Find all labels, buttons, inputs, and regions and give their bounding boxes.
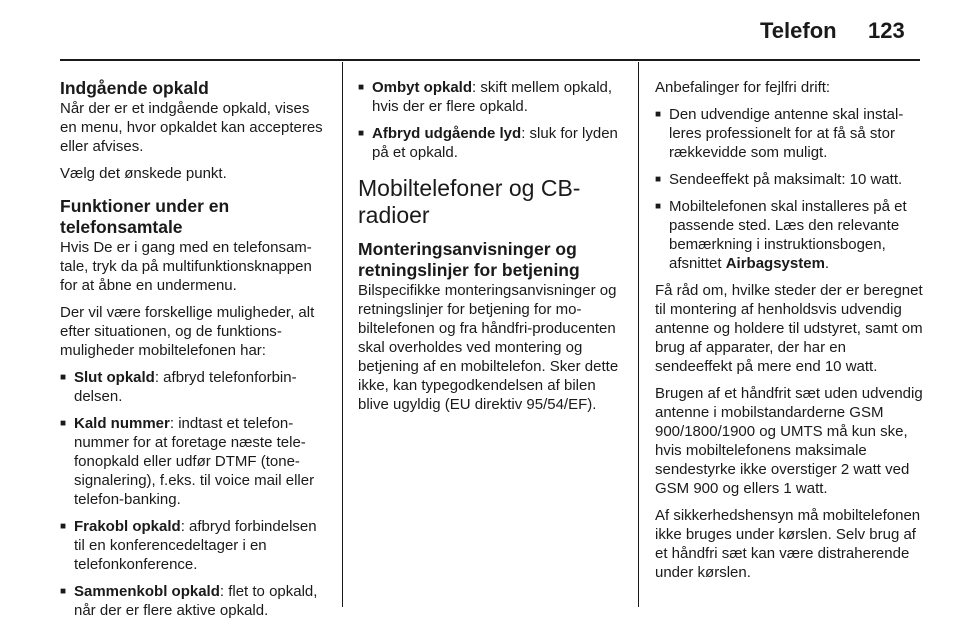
list-term: Ombyt opkald	[372, 79, 473, 96]
column-divider-1	[342, 62, 343, 607]
list-text: : afbryd forbindelsen til en konferencedeltager i en telefonkonference.	[74, 518, 317, 573]
heading-incoming-call: Indgående opkald	[60, 78, 209, 98]
list-item	[60, 368, 326, 406]
heading-mobile-phones: Mobiltelefoner og CB-radioer	[358, 175, 581, 228]
list-item	[60, 414, 326, 509]
list-item	[655, 105, 925, 162]
paragraph: Brugen af et håndfrit sæt uden udvendig antenne i mobilstandarderne GSM 900/1800/1900 og UMTS må kun ske, hvis mobiltelefonens maksimale sendestyrke ikke overstiger 2 watt ved GSM 900 og ellers 1 watt.	[655, 385, 923, 497]
column-3	[655, 78, 925, 590]
list-text: Den udvendige antenne skal installeres professionelt for at få så stor rækkevidde som muligt.	[669, 106, 904, 161]
function-list	[60, 368, 326, 620]
list-term: Frakobl opkald	[74, 518, 181, 535]
recommendation-list	[655, 105, 925, 273]
heading-installation: Monteringsanvisninger og retningslinjer for betjening	[358, 239, 580, 280]
list-tail: .	[824, 255, 830, 272]
column-divider-2	[638, 62, 639, 607]
list-item	[655, 197, 925, 273]
list-term: Sammenkobl opkald	[74, 583, 220, 600]
list-term: Slut opkald	[74, 369, 155, 386]
list-term: Airbagsystem	[725, 255, 825, 272]
paragraph: Af sikkerhedshensyn må mobiltelefonen ikke bruges under kørslen. Selv brug af et håndfri sæt kan være distraherende under kørslen.	[655, 507, 921, 581]
list-text: : sluk for lyden på et opkald.	[372, 125, 618, 161]
list-text: : flet to opkald, når der er flere aktive opkald.	[74, 583, 318, 619]
list-text: Sendeeffekt på maksimalt: 10 watt.	[669, 171, 903, 188]
column-2	[358, 78, 624, 422]
list-item	[358, 124, 624, 162]
list-text: : skift mellem opkald, hvis der er flere opkald.	[372, 79, 613, 115]
paragraph: Hvis De er i gang med en telefonsamtale, tryk da på multifunktionsknappen for at åbne en undermenu.	[60, 239, 312, 294]
function-list	[358, 78, 624, 162]
list-term: Kald nummer	[74, 415, 170, 432]
list-item	[655, 170, 925, 189]
list-item	[358, 78, 624, 116]
paragraph: Bilspecifikke monteringsanvisninger og retningslinjer for betjening for mobiltelefonen og fra håndfri-producenten skal overholdes ved montering og betjening af en mobiltelefon. Sker dette ikke, kan typegodkendelsen af bilen blive ugyldig (EU direktiv 95/54/EF).	[358, 282, 619, 413]
list-text: : afbryd telefonforbindelsen.	[74, 369, 297, 405]
paragraph: Der vil være forskellige muligheder, alt efter situationen, og de funktionsmuligheder mobiltelefonen har:	[60, 304, 315, 359]
paragraph: Når der er et indgående opkald, vises en menu, hvor opkaldet kan accepteres eller afvises.	[60, 100, 323, 155]
list-term: Afbryd udgående lyd	[372, 125, 522, 142]
paragraph: Få råd om, hvilke steder der er beregnet til montering af henholdsvis udvendig antenne og holdere til udstyret, samt om brug af apparater, der har en sendeeffekt på mere end 10 watt.	[655, 282, 923, 375]
header-rule	[60, 59, 920, 61]
paragraph: Anbefalinger for fejlfri drift:	[655, 79, 831, 96]
header-title: Telefon	[760, 18, 837, 43]
column-1	[60, 78, 326, 628]
paragraph: Vælg det ønskede punkt.	[60, 165, 227, 182]
list-text: Mobiltelefonen skal installeres på et passende sted. Læs den relevante bemærkning i instruktionsbogen, afsnittet	[669, 198, 907, 272]
page-number: 123	[868, 18, 905, 43]
list-item	[60, 582, 326, 620]
list-text: : indtast et telefonnummer for at foretage næste telefonopkald eller udfør DTMF (tonesignalering), f.eks. til voice mail eller telefon-banking.	[74, 415, 315, 508]
heading-call-functions: Funktioner under en telefonsamtale	[60, 196, 230, 237]
list-item	[60, 517, 326, 574]
